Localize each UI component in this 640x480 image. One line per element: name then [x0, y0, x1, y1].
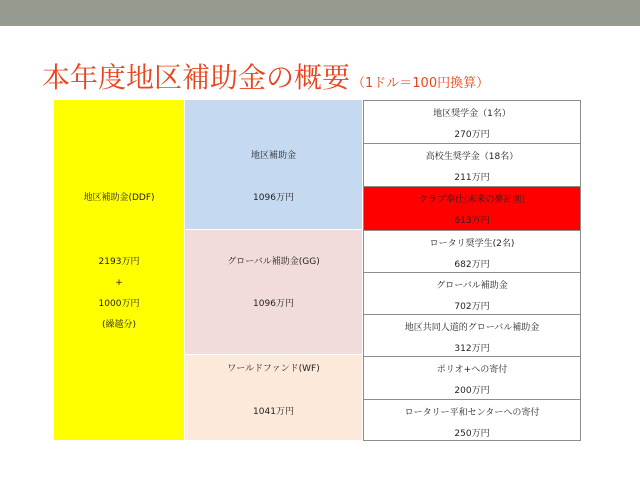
item-amount: 702万円: [454, 302, 490, 312]
ddf-carryover-label: (繰越分): [101, 320, 137, 330]
items-table: [363, 100, 581, 441]
ddf-label: 地区補助金(DDF): [83, 193, 155, 203]
district-grant-label: 地区補助金: [250, 151, 296, 161]
item-amount: 211万円: [454, 173, 490, 183]
item-name: 地区共同人道的グローバル補助金: [404, 323, 540, 333]
item-amount: 250万円: [454, 429, 490, 439]
item-name: ポリオ+への寄付: [436, 365, 508, 375]
top-bar: [0, 0, 640, 26]
world-fund-cell: [185, 355, 363, 441]
item-amount: 200万円: [454, 386, 490, 396]
item-row-highlighted: [363, 186, 581, 230]
ddf-carryover-amount: 1000万円: [98, 299, 140, 309]
ddf-cell: [54, 100, 185, 441]
ddf-plus: +: [115, 278, 123, 288]
item-amount: 312万円: [454, 344, 490, 354]
item-row: [363, 143, 581, 186]
item-row: [363, 399, 581, 441]
item-amount: 682万円: [454, 260, 490, 270]
district-grant-cell: [185, 100, 363, 230]
ddf-amount: 2193万円: [98, 257, 140, 267]
item-row: [363, 314, 581, 356]
world-fund-label: ワールドファンド(WF): [227, 364, 320, 374]
item-name: ロータリー平和センターへの寄付: [404, 408, 540, 418]
item-amount: 613万円: [454, 216, 490, 226]
item-row: [363, 100, 581, 143]
item-name: クラブ奉仕(未来の夢計画): [418, 195, 526, 205]
world-fund-amount: 1041万円: [253, 407, 294, 417]
item-row: [363, 272, 581, 314]
item-name: 高校生奨学金（18名）: [425, 152, 519, 162]
funding-table: [54, 100, 363, 441]
item-name: ロータリ奨学生(2名): [429, 239, 515, 249]
district-grant-amount: 1096万円: [253, 193, 294, 203]
slide-title: [42, 56, 489, 96]
global-grant-label: グローバル補助金(GG): [227, 257, 320, 267]
global-grant-amount: 1096万円: [253, 299, 294, 309]
title-main: 本年度地区補助金の概要: [42, 61, 351, 94]
global-grant-cell: [185, 230, 363, 355]
item-amount: 270万円: [454, 130, 490, 140]
title-note: （1ドル＝100円換算）: [352, 76, 490, 91]
item-name: 地区奨学金（1名）: [433, 109, 511, 119]
item-name: グローバル補助金: [436, 281, 508, 291]
item-row: [363, 230, 581, 272]
item-row: [363, 356, 581, 399]
